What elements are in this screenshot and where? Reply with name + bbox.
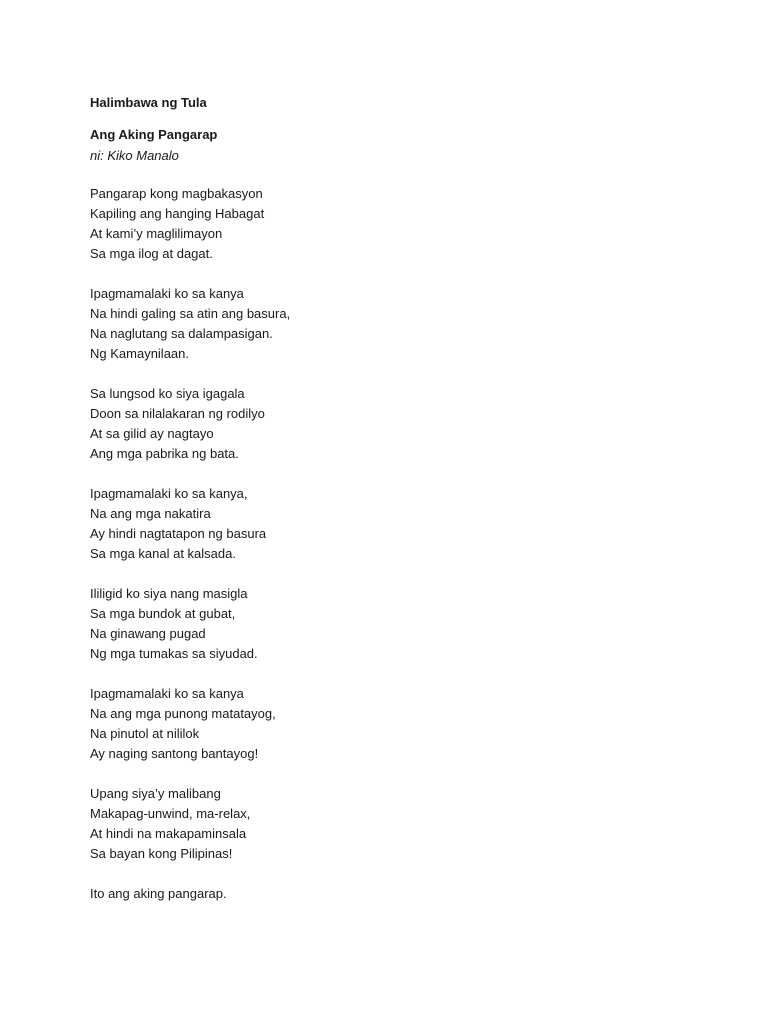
poem-line: Na naglutang sa dalampasigan. — [90, 326, 273, 341]
poem-line: Na ang mga nakatira — [90, 506, 211, 521]
poem-line: Ipagmamalaki ko sa kanya, — [90, 486, 248, 501]
stanza — [90, 484, 290, 564]
poem-line: Na ang mga punong matatayog, — [90, 706, 276, 721]
poem-line: At hindi na makapaminsala — [90, 826, 247, 841]
poem-line: Upang siya’y malibang — [90, 786, 221, 801]
poem-line: At sa gilid ay nagtayo — [90, 426, 214, 441]
poem-body — [90, 184, 290, 884]
poem-line: Sa mga ilog at dagat. — [90, 246, 213, 261]
poem-line: Kapiling ang hanging Habagat — [90, 206, 265, 221]
stanza — [90, 584, 290, 664]
poem-line: Na pinutol at nililok — [90, 726, 200, 741]
poem-line: Na ginawang pugad — [90, 626, 206, 641]
poem-line: At kami’y maglilimayon — [90, 226, 223, 241]
poem-title: Ang Aking Pangarap — [90, 127, 218, 142]
poem-line: Ililigid ko siya nang masigla — [90, 586, 248, 601]
poem-line: Sa mga bundok at gubat, — [90, 606, 236, 621]
poem-line: Doon sa nilalakaran ng rodilyo — [90, 406, 265, 421]
poem-line: Ay hindi nagtatapon ng basura — [90, 526, 267, 541]
poem-line: Sa mga kanal at kalsada. — [90, 546, 236, 561]
stanza — [90, 284, 290, 364]
poem-line: Pangarap kong magbakasyon — [90, 186, 263, 201]
poem-line: Sa bayan kong Pilipinas! — [90, 846, 233, 861]
poem-closing-line: Ito ang aking pangarap. — [90, 886, 227, 901]
document-heading: Halimbawa ng Tula — [90, 95, 207, 110]
poem-author: ni: Kiko Manalo — [90, 148, 179, 163]
poem-line: Ng Kamaynilaan. — [90, 346, 189, 361]
poem-line: Ng mga tumakas sa siyudad. — [90, 646, 258, 661]
poem-line: Ipagmamalaki ko sa kanya — [90, 286, 244, 301]
poem-line: Na hindi galing sa atin ang basura, — [90, 306, 291, 321]
stanza — [90, 384, 290, 464]
poem-line: Ang mga pabrika ng bata. — [90, 446, 239, 461]
stanza — [90, 784, 290, 864]
stanza — [90, 184, 290, 264]
stanza — [90, 684, 290, 764]
poem-line: Ay naging santong bantayog! — [90, 746, 259, 761]
poem-line: Makapag-unwind, ma-relax, — [90, 806, 251, 821]
poem-line: Ipagmamalaki ko sa kanya — [90, 686, 244, 701]
poem-line: Sa lungsod ko siya igagala — [90, 386, 245, 401]
